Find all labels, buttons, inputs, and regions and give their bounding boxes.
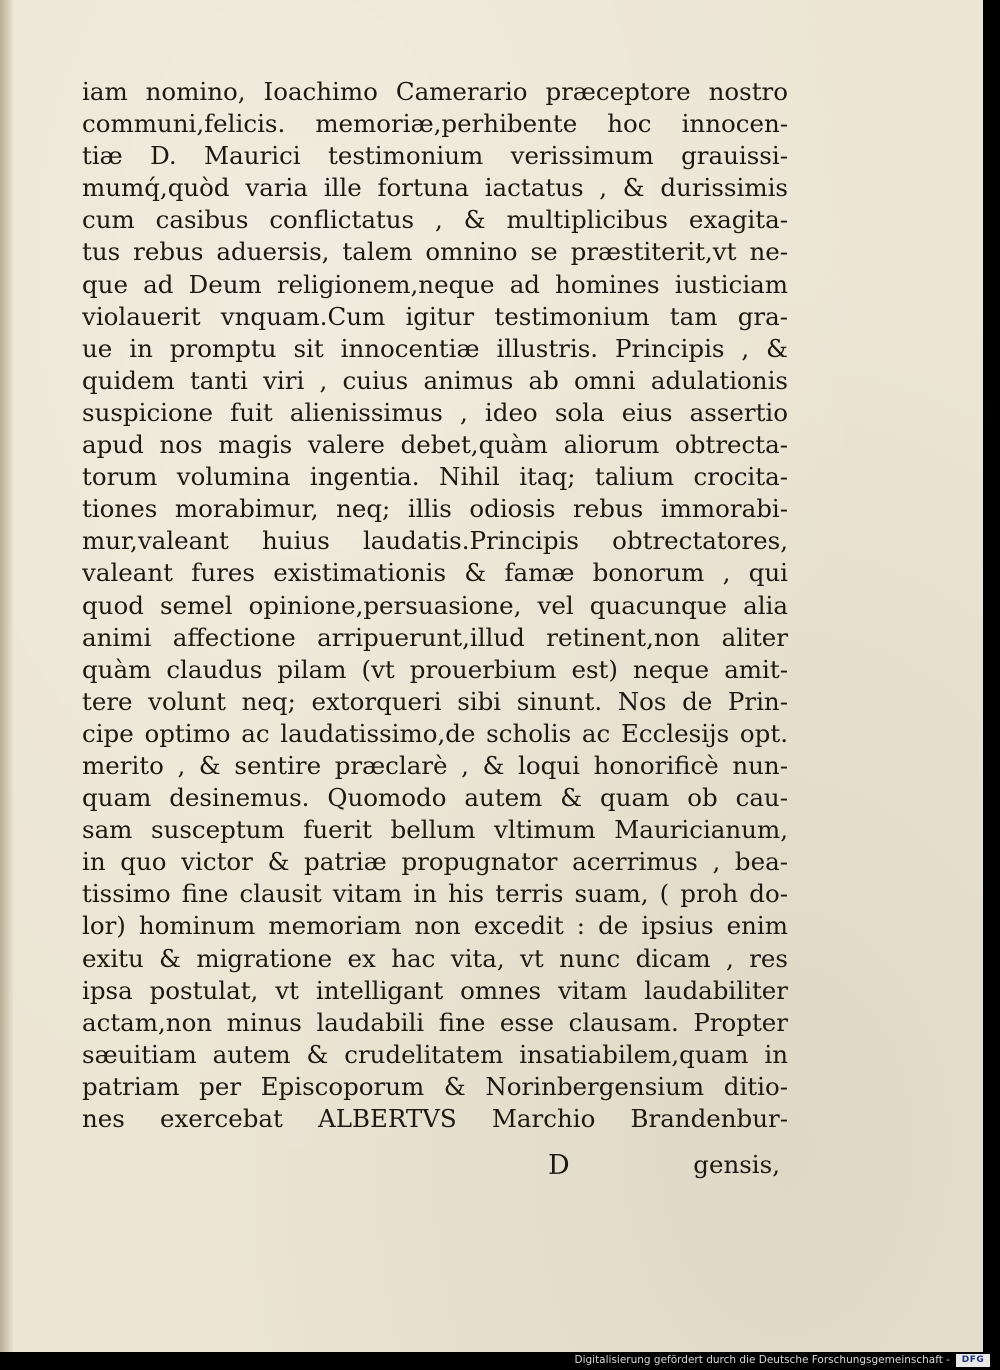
text-line-29: ipsa postulat, vt intelligant omnes vitam laudabiliter bbox=[82, 975, 788, 1005]
text-line-4: mumq́,quòd varia ille fortuna iactatus , & durissimis bbox=[82, 173, 788, 203]
text-line-31: sæuitiam autem & crudelitatem insatiabilem,quam in bbox=[82, 1039, 788, 1069]
text-line-25: in quo victor & patriæ propugnator acerrimus , bea- bbox=[82, 847, 788, 877]
text-line-18: animi affectione arripuerunt,illud retinent,non aliter bbox=[82, 622, 788, 652]
text-line-1: iam nomino, Ioachimo Camerario præceptore nostro bbox=[82, 77, 788, 106]
text-line-19: quàm claudus pilam (vt prouerbium est) neque amit- bbox=[82, 654, 788, 684]
text-line-27: lor) hominum memoriam non excedit : de ipsius enim bbox=[82, 911, 788, 941]
text-line-24: sam susceptum fuerit bellum vltimum Mauricianum, bbox=[82, 815, 788, 845]
dfg-logo-icon: DFG bbox=[956, 1354, 990, 1367]
text-line-14: tiones morabimur, neq; illis odiosis rebus immorabi- bbox=[82, 494, 788, 524]
text-line-17: quod semel opinione,persuasione, vel quacunque alia bbox=[82, 590, 788, 620]
text-line-15: mur,valeant huius laudatis.Principis obtrectatores, bbox=[82, 526, 788, 556]
text-line-2: communi,felicis. memoriæ,perhibente hoc innocen- bbox=[82, 109, 788, 139]
text-line-12: apud nos magis valere debet,quàm aliorum obtrecta- bbox=[82, 430, 788, 460]
text-line-32: patriam per Episcoporum & Norinbergensium ditio- bbox=[82, 1071, 788, 1101]
text-line-23: quam desinemus. Quomodo autem & quam ob cau- bbox=[82, 783, 788, 813]
page-foot-row bbox=[82, 1150, 788, 1184]
text-line-30: actam,non minus laudabili fine esse clausam. Propter bbox=[82, 1007, 788, 1037]
text-line-13: torum volumina ingentia. Nihil itaq; talium crocita- bbox=[82, 462, 788, 492]
text-line-21: cipe optimo ac laudatissimo,de scholis ac Ecclesijs opt. bbox=[82, 718, 788, 748]
text-line-22: merito , & sentire præclarè , & loqui honorificè nun- bbox=[82, 750, 788, 780]
text-line-6: tus rebus aduersis, talem omnino se præstiterit,vt ne- bbox=[82, 237, 788, 267]
text-line-8: violauerit vnquam.Cum igitur testimonium tam gra- bbox=[82, 301, 788, 331]
text-line-11: suspicione fuit alienissimus , ideo sola eius assertio bbox=[82, 397, 788, 427]
text-line-10: quidem tanti viri , cuius animus ab omni adulationis bbox=[82, 365, 788, 395]
text-line-3: tiæ D. Maurici testimonium verissimum grauissi- bbox=[82, 141, 788, 171]
body-text bbox=[82, 76, 788, 1135]
text-line-7: que ad Deum religionem,neque ad homines iusticiam bbox=[82, 269, 788, 299]
text-line-5: cum casibus conflictatus , & multiplicibus exagita- bbox=[82, 205, 788, 235]
funding-credit: Digitalisierung gefördert durch die Deutsche Forschungsgemeinschaft - bbox=[574, 1354, 950, 1366]
text-line-9: ue in promptu sit innocentiæ illustris. Principis , & bbox=[82, 333, 788, 363]
text-line-26: tissimo fine clausit vitam in his terris suam, ( proh do- bbox=[82, 879, 788, 909]
text-line-33: nes exercebat ALBERTVS Marchio Brandenbur- bbox=[82, 1104, 788, 1133]
catchword: gensis, bbox=[693, 1150, 780, 1179]
page-edge-shadow bbox=[0, 0, 14, 1352]
text-line-28: exitu & migratione ex hac vita, vt nunc dicam , res bbox=[82, 943, 788, 973]
signature-mark: D bbox=[548, 1150, 570, 1181]
text-line-16: valeant fures existimationis & famæ bonorum , qui bbox=[82, 558, 788, 588]
text-line-20: tere volunt neq; extorqueri sibi sinunt. Nos de Prin- bbox=[82, 686, 788, 716]
